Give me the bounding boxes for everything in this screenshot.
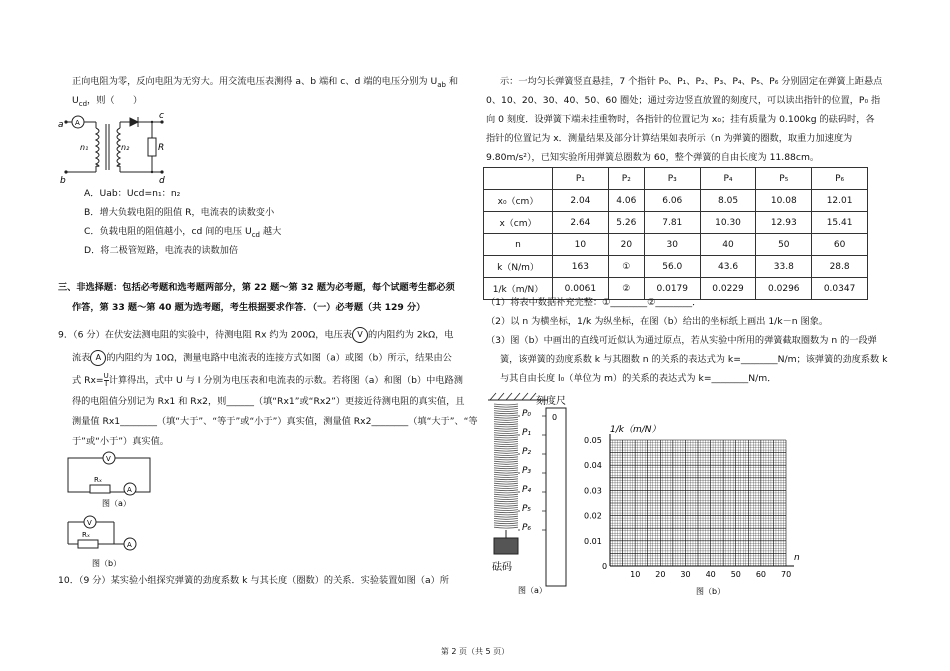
y-tick-label: 0.01 xyxy=(584,536,602,546)
terminal-b: b xyxy=(60,176,66,186)
voltmeter-b: V xyxy=(87,519,92,527)
terminal-c: c xyxy=(159,111,164,121)
table-header-row: P₁ P₂ P₃ P₄ P₅ P₆ xyxy=(484,168,868,190)
x-tick-label: 30 xyxy=(680,570,691,579)
circuit-figure-a xyxy=(62,448,162,508)
right-line4: 指针的位置记为 x．测量结果及部分计算结果如表所示（n 为弹簧的圈数，取重力加速度为 xyxy=(486,133,853,144)
option-B: B．增大负载电阻的阻值 R，电流表的读数变小 xyxy=(84,207,275,218)
q9-line3: 式 Rx= $\frac{U}{I}$ 计算得出，式中 U 与 I 分别为电压表和电流表的示数。若将图（a）和图（b）中电路测 xyxy=(72,372,463,388)
y-tick-label: 0.04 xyxy=(584,461,602,471)
right-line2: 0、10、20、30、40、50、60 圈处；通过旁边竖直放置的刻度尺，可以读出指针的位置，P₀ 指 xyxy=(486,95,881,106)
fig-b-caption-right: 图（b） xyxy=(696,587,726,596)
pointer-label-0: P₀ xyxy=(522,409,532,419)
q9-line1: 9．（6 分）在伏安法测电阻的实验中，待测电阻 Rx 约为 200Ω，电压表 V 的内阻约为 2kΩ，电 xyxy=(58,327,453,343)
q8-intro-line1: 正向电阻为零，反向电阻为无穷大。用交流电压表测得 a、b 端和 c、d 端的电压分别为 $U_{ab}$ 和 xyxy=(72,76,459,89)
x-tick-label: 40 xyxy=(705,570,716,579)
pointer-label-1: P₁ xyxy=(522,428,532,438)
option-A: A．Uab：Ucd=n₁：n₂ xyxy=(84,188,181,199)
x-tick-label: 60 xyxy=(755,570,767,579)
fraction-U-over-I: $\frac{U}{I}$ xyxy=(103,372,109,388)
sub-question-1: （1）将表中数据补充完整：①________②________． xyxy=(486,297,702,308)
pointer-label-3: P₃ xyxy=(522,466,532,476)
y-tick-label: 0 xyxy=(602,562,608,571)
terminal-d: d xyxy=(159,176,165,186)
weight-label: 砝码 xyxy=(492,562,512,573)
table-row: x（cm） 2.64 5.26 7.81 10.30 12.93 15.41 xyxy=(484,212,868,234)
spring-data-table xyxy=(483,167,868,300)
option-D: D．将二极管短路，电流表的读数加倍 xyxy=(84,245,239,256)
q8-intro-line2: $U_{cd}$，则（ ） xyxy=(72,95,143,108)
q9-line5: 测量值 Rx1________（填“大于”、“等于”或“小于”）真实值，测量值 Rx2________（填“大于”、“等 xyxy=(72,416,478,427)
sub-question-3-line1: （3）图（b）中画出的直线可近似认为通过原点，若从实验中所用的弹簧截取圈数为 n 的一段弹 xyxy=(486,335,877,346)
q9-line4: 得的电阻值分别记为 Rx1 和 Rx2，则______（填“Rx1”或“Rx2”）更接近待测电阻的真实值，且 xyxy=(72,396,465,407)
q9-line2: 流表 A 的内阻约为 10Ω，测量电路中电流表的连接方式如图（a）或图（b）所示，结果由公 xyxy=(72,350,452,366)
pointer-label-4: P₄ xyxy=(522,485,532,495)
ammeter-label: A xyxy=(75,119,80,127)
x-tick-label: 10 xyxy=(630,570,641,579)
sub-question-2: （2）以 n 为横坐标，1/k 为纵坐标，在图（b）给出的坐标纸上画出 1/k－n 图象。 xyxy=(486,316,829,327)
fig-b-caption-left: 图（b） xyxy=(92,559,122,568)
n1-label: n₁ xyxy=(80,143,89,152)
x-tick-label: 70 xyxy=(781,570,792,579)
page-footer: 第 2 页（共 5 页） xyxy=(440,647,510,656)
sub-question-3-line3: 与其自由长度 l₀（单位为 m）的关系的表达式为 k=________N/m． xyxy=(500,373,777,384)
sub-question-3-line2: 簧，该弹簧的劲度系数 k 与其圈数 n 的关系的表达式为 k=________N/m；该弹簧的劲度系数 k xyxy=(500,354,888,365)
graph-paper-figure xyxy=(572,420,802,600)
table-row: n 10 20 30 40 50 60 xyxy=(484,234,868,256)
resistor-label-a: Rₓ xyxy=(94,476,102,484)
right-line3: 向 0 刻度．设弹簧下端未挂重物时，各指针的位置记为 x₀；挂有质量为 0.100kg 的砝码时，各 xyxy=(486,114,875,125)
table-row: 1/k（m/N） 0.0061 ② 0.0179 0.0229 0.0296 0.0347 xyxy=(484,278,868,300)
graph-x-label: n xyxy=(794,553,800,563)
resistor-R-label: R xyxy=(158,143,165,153)
pointer-label-5: P₅ xyxy=(522,504,532,514)
right-line1: 示：一均匀长弹簧竖直悬挂，7 个指针 P₀、P₁、P₂、P₃、P₄、P₅、P₆ 分别固定在弹簧上距悬点 xyxy=(500,76,883,87)
voltmeter-symbol: V xyxy=(352,327,368,343)
graph-y-label: 1/k（m/N） xyxy=(610,425,661,435)
right-line5: 9.80m/s²），已知实验所用弹簧总圈数为 60，整个弹簧的自由长度为 11.88cm。 xyxy=(486,152,820,163)
fig-a-caption-left: 图（a） xyxy=(102,499,131,508)
ammeter-symbol: A xyxy=(90,350,106,366)
y-tick-label: 0.02 xyxy=(584,511,602,521)
transformer-circuit-diagram xyxy=(58,108,178,186)
terminal-a: a xyxy=(58,120,64,130)
ammeter-b: A xyxy=(127,541,132,549)
resistor-label-b: Rₓ xyxy=(82,531,90,539)
spring-apparatus-figure xyxy=(482,390,577,598)
pointer-label-2: P₂ xyxy=(522,447,532,457)
y-tick-label: 0.03 xyxy=(584,486,602,496)
ammeter-a: A xyxy=(127,486,132,494)
section3-heading-line2: 作答，第 33 题～第 40 题为选考题，考生根据要求作答．（一）必考题（共 129 分） xyxy=(72,302,426,313)
table-row: k（N/m） 163 ① 56.0 43.6 33.8 28.8 xyxy=(484,256,868,278)
section3-heading-line1: 三、非选择题：包括必考题和选考题两部分，第 22 题～第 32 题为必考题，每个试题考生都必须 xyxy=(58,282,455,293)
n2-label: n₂ xyxy=(121,143,130,152)
y-tick-label: 0.05 xyxy=(584,436,602,445)
voltmeter-a: V xyxy=(106,455,111,463)
ruler-zero: 0 xyxy=(552,413,558,422)
option-C: C．负载电阻的阻值越小，cd 间的电压 $U_{cd}$ 越大 xyxy=(84,226,282,239)
table-row: x₀（cm） 2.04 4.06 6.06 8.05 10.08 12.01 xyxy=(484,190,868,212)
circuit-figure-b xyxy=(62,508,162,568)
q9-line6: 于”或“小于”）真实值。 xyxy=(72,436,169,447)
x-tick-label: 50 xyxy=(730,570,741,579)
q10-start: 10．（9 分）某实验小组探究弹簧的劲度系数 k 与其长度（圈数）的关系．实验装置如图（a）所 xyxy=(58,575,449,586)
pointer-label-6: P₆ xyxy=(522,523,532,533)
fig-a-caption-right: 图（a） xyxy=(518,586,547,595)
ruler-label: 刻度尺 xyxy=(536,396,566,407)
x-tick-label: 20 xyxy=(655,570,666,579)
